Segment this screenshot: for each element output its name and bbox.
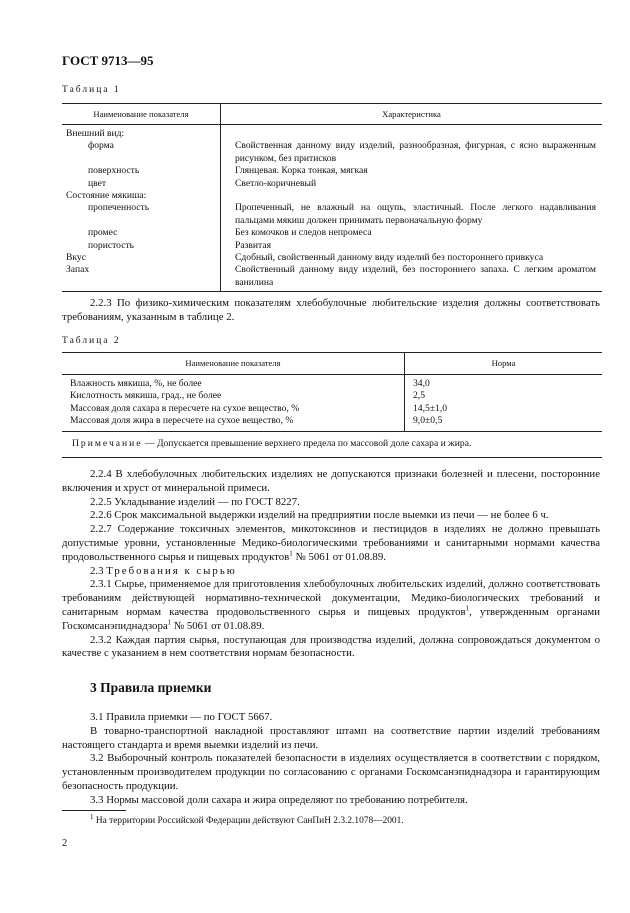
footnote: $^1$ На территории Российской Федерации действуют СанПиН 2.3.2.1078—2001. xyxy=(90,812,404,826)
indicator-name: Внешний вид: xyxy=(62,125,221,141)
table-row xyxy=(62,403,602,415)
table2-caption: Таблица 2 xyxy=(62,336,121,346)
table1-caption: Таблица 1 xyxy=(62,85,121,95)
table-row xyxy=(62,375,602,391)
section-2-text xyxy=(62,468,600,661)
paragraph-3-3: 3.3 Нормы массовой доли сахара и жира определяют по требованию потребителя. xyxy=(90,793,468,806)
subsection-title: Требования к сырью xyxy=(106,564,237,577)
indicator-characteristic xyxy=(221,190,603,202)
table-row xyxy=(62,227,602,239)
indicator-norm: 2,5 xyxy=(413,390,425,402)
section-3-heading: 3 Правила приемки xyxy=(90,680,212,695)
indicator-characteristic xyxy=(221,125,603,141)
indicator-name: Влажность мякиша, %, не более xyxy=(62,375,405,391)
table-row xyxy=(62,140,602,165)
indicator-name: Вкус xyxy=(62,252,221,264)
indicator-name: цвет xyxy=(62,178,221,190)
indicator-name: Запах xyxy=(62,264,221,291)
table1 xyxy=(62,103,602,292)
indicator-name: пропеченность xyxy=(62,202,221,227)
paragraph-2-2-3: 2.2.3 По физико-химическим показателям хлебобулочные любительские изделия должны соответствовать требованиям, указанным в таблице 2. xyxy=(62,297,600,323)
table-row xyxy=(62,178,602,190)
indicator-characteristic: Свойственный данному виду изделий, без постороннего запаха. С легким ароматом ванилина xyxy=(221,264,603,291)
table1-header-name: Наименование показателя xyxy=(62,104,221,125)
table-row xyxy=(62,202,602,227)
paragraph-2-2-5: 2.2.5 Укладывание изделий — по ГОСТ 8227. xyxy=(90,495,300,508)
table-row xyxy=(62,264,602,291)
indicator-name: форма xyxy=(62,140,221,165)
table2-note-text: — Допускается превышение верхнего предела по массовой доле сахара и жира. xyxy=(142,437,472,449)
paragraph-2-2-6: 2.2.6 Срок максимальной выдержки изделий на предприятии после выемки из печи — не более 6 ч. xyxy=(90,509,549,522)
paragraph-2-3-1: 2.3.1 Сырье, применяемое для приготовления хлебобулочных любительских изделий, должно соответствовать требованиям действующей нормативно-технической документации, Медико-биологических требований и санитарным нормам качества продовольственного сырья и пищевых продуктов$^1$, утвержденным органами Госкомсанэпиднадзора$^1$ № 5061 от 01.08.89. xyxy=(62,578,600,632)
indicator-characteristic: Развитая xyxy=(235,239,272,251)
indicator-characteristic: Свойственная данному виду изделий, разнообразная, фигурная, с ясно выраженным рисунком, без притисков xyxy=(235,140,596,164)
indicator-characteristic: Глянцевая. Корка тонкая, мягкая xyxy=(235,165,368,177)
indicator-norm: 34,0 xyxy=(413,378,430,389)
footnote-ref: 1 xyxy=(167,618,172,627)
table2-header-norm: Норма xyxy=(405,353,603,375)
table-row xyxy=(62,125,602,141)
table2-body xyxy=(62,375,602,432)
indicator-norm: 9,0±0,5 xyxy=(413,415,443,427)
indicator-characteristic: Без комочков и следов непромеса xyxy=(235,227,372,239)
indicator-name: Массовая доля сахара в пересчете на сухое вещество, % xyxy=(62,403,405,415)
footnote-ref: 1 xyxy=(289,549,293,558)
indicator-name: Состояние мякиша: xyxy=(62,190,221,202)
table2-header-name: Наименование показателя xyxy=(62,353,405,375)
paragraph-2-2-4: 2.2.4 В хлебобулочных любительских изделиях не допускаются признаки болезней и плесени, посторонние включения и хруст от минеральной примеси. xyxy=(62,468,600,494)
footnote-separator xyxy=(62,810,126,811)
paragraph-2-3-2: 2.3.2 Каждая партия сырья, поступающая для производства изделий, должна сопровождаться документом о качестве с указанием в нем соответствия нормам безопасности. xyxy=(62,633,600,660)
indicator-name: Кислотность мякиша, град., не более xyxy=(62,390,405,402)
indicator-name: Массовая доля жира в пересчете на сухое вещество, % xyxy=(62,415,405,431)
indicator-norm: 14,5±1,0 xyxy=(413,402,448,414)
section-3-text xyxy=(62,711,600,808)
table-row xyxy=(62,252,602,264)
table-row xyxy=(62,165,602,177)
paragraph-3-1: 3.1 Правила приемки — по ГОСТ 5667. xyxy=(90,711,273,723)
table-row xyxy=(62,390,602,402)
paragraph-2-2-7: 2.2.7 Содержание токсичных элементов, микотоксинов и пестицидов в изделиях не должно превышать допустимые уровни, установленные Медико-биологическими требованиями и санитарными нормами качества продовольственного сырья и пищевых продуктов$^1$ № 5061 от 01.08.89. xyxy=(62,523,600,563)
page-number: 2 xyxy=(62,838,68,849)
table-row xyxy=(62,190,602,202)
table2-note-label: Примечание xyxy=(72,437,143,449)
table2 xyxy=(62,352,602,458)
paragraph-2-3: 2.3 Требования к сырью xyxy=(90,564,237,577)
indicator-characteristic: Сдобный, свойственный данному виду изделий без постороннего привкуса xyxy=(235,252,544,264)
indicator-characteristic: Светло-коричневый xyxy=(235,177,317,189)
indicator-name: пористость xyxy=(62,240,221,252)
table2-note xyxy=(62,431,602,457)
table1-body xyxy=(62,125,602,292)
paragraph-3-2: 3.2 Выборочный контроль показателей безопасности в изделиях осуществляется в соответствии с порядком, установленным производителем продукции по согласованию с органами Госкомсанэпиднадзора и гарантирующим безопасность продукции. xyxy=(62,752,600,792)
footnote-ref: 1 xyxy=(465,604,470,613)
table-row xyxy=(62,240,602,252)
document-header: ГОСТ 9713—95 xyxy=(62,53,154,68)
table1-header-characteristic: Характеристика xyxy=(221,104,603,125)
indicator-name: поверхность xyxy=(62,165,221,177)
indicator-characteristic: Пропеченный, не влажный на ощупь, эластичный. После легкого надавливания пальцами мякиш должен принимать первоначальную форму xyxy=(235,202,596,226)
paragraph-3-1-b: В товарно-транспортной накладной проставляют штамп на соответствие партии изделий требованиям настоящего стандарта и время выемки изделий из печи. xyxy=(62,724,600,751)
indicator-name: промес xyxy=(62,227,221,239)
table-row xyxy=(62,415,602,431)
